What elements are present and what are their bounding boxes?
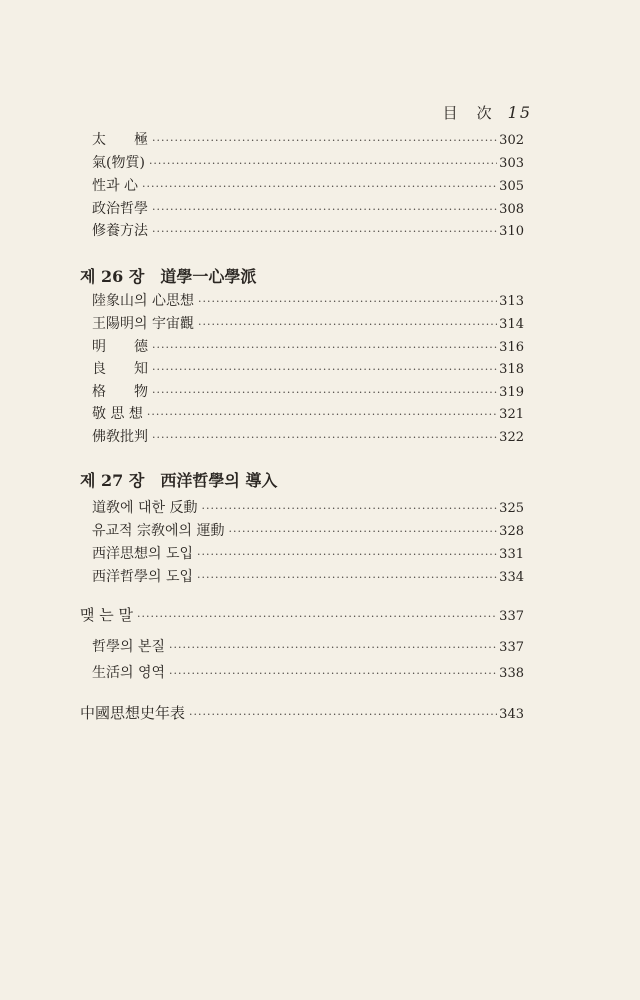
toc-entry[interactable]: [92, 315, 524, 334]
leader-dots: [142, 178, 497, 196]
toc-entry-title: 佛敎批判: [92, 429, 148, 445]
chapter-number: 제 27 장: [80, 471, 145, 490]
toc-entry-page: 314: [499, 317, 524, 332]
chapter-title: 西洋哲學의 導入: [160, 471, 278, 490]
toc-entry-page: 308: [499, 202, 524, 217]
toc-entry-page: 318: [499, 362, 524, 377]
toc-entry[interactable]: [92, 568, 524, 587]
toc-entry-page: 322: [499, 430, 524, 445]
toc-entry[interactable]: [92, 292, 524, 311]
leader-dots: [229, 523, 498, 541]
leader-dots: [197, 546, 497, 564]
leader-dots: [147, 406, 497, 424]
leader-dots: [198, 293, 497, 311]
toc-entry-page: 337: [499, 640, 524, 655]
toc-entry-page: 310: [499, 224, 524, 239]
toc-entry-title: 哲學의 본질: [92, 639, 166, 655]
leader-dots: [201, 500, 497, 518]
toc-entry-title: 氣(物質): [92, 155, 145, 171]
toc-entry-title: 맺 는 말: [80, 606, 134, 624]
toc-entry[interactable]: [92, 428, 524, 447]
leader-dots: [137, 608, 497, 626]
toc-entry-title: 유교적 宗敎에의 運動: [92, 523, 225, 539]
leader-dots: [152, 339, 497, 357]
leader-dots: [169, 665, 497, 683]
chapter-heading[interactable]: [80, 468, 277, 491]
toc-entry[interactable]: [92, 405, 524, 424]
leader-dots: [152, 201, 497, 219]
toc-entry-page: 313: [499, 294, 524, 309]
toc-entry-chronology[interactable]: [80, 704, 524, 724]
toc-entry-title: 修養方法: [92, 223, 148, 239]
toc-entry-title: 性과 心: [92, 178, 138, 194]
leader-dots: [149, 155, 497, 173]
leader-dots: [169, 639, 497, 657]
toc-entry-title: 太 極: [92, 132, 148, 148]
toc-entry[interactable]: [92, 383, 524, 402]
toc-entry-title: 格 物: [92, 384, 148, 400]
toc-entry[interactable]: [92, 154, 524, 173]
toc-entry-title: 中國思想史年表: [80, 704, 186, 722]
toc-entry-title: 陸象山의 心思想: [92, 293, 194, 309]
toc-entry[interactable]: [92, 360, 524, 379]
chapter-title: 道學一心學派: [160, 267, 257, 286]
leader-dots: [189, 706, 497, 724]
toc-entry[interactable]: [92, 638, 524, 657]
toc-entry-title: 道敎에 대한 反動: [92, 500, 198, 516]
leader-dots: [152, 223, 497, 241]
toc-entry[interactable]: [92, 222, 524, 241]
leader-dots: [152, 429, 497, 447]
toc-entry-page: 331: [499, 547, 524, 562]
toc-entry-page: 321: [499, 407, 524, 422]
toc-entry-title: 王陽明의 宇宙觀: [92, 316, 194, 332]
running-head-label: 目 次: [442, 104, 494, 122]
toc-entry[interactable]: [92, 664, 524, 683]
toc-entry[interactable]: [92, 177, 524, 196]
toc-entry[interactable]: [92, 338, 524, 357]
toc-entry-title: 西洋思想의 도입: [92, 546, 194, 562]
toc-entry-page: 328: [499, 524, 524, 539]
toc-entry-title: 生活의 영역: [92, 665, 166, 681]
toc-entry-page: 337: [499, 609, 524, 624]
toc-entry-page: 319: [499, 385, 524, 400]
toc-entry-conclusion[interactable]: [80, 606, 524, 626]
toc-entry-page: 325: [499, 501, 524, 516]
leader-dots: [198, 316, 497, 334]
toc-entry-page: 305: [499, 179, 524, 194]
toc-entry-title: 西洋哲學의 도입: [92, 569, 194, 585]
toc-entry-page: 302: [499, 133, 524, 148]
toc-entry[interactable]: [92, 499, 524, 518]
toc-entry[interactable]: [92, 200, 524, 219]
leader-dots: [152, 132, 497, 150]
toc-entry-page: 316: [499, 340, 524, 355]
leader-dots: [152, 361, 497, 379]
page-number: 15: [507, 103, 532, 122]
toc-entry-title: 敬 思 想: [92, 406, 143, 422]
toc-entry-page: 343: [499, 707, 524, 722]
running-head: [443, 102, 532, 123]
leader-dots: [197, 569, 497, 587]
toc-entry-page: 303: [499, 156, 524, 171]
toc-entry-page: 338: [499, 666, 524, 681]
leader-dots: [152, 384, 497, 402]
toc-entry-page: 334: [499, 570, 524, 585]
chapter-number: 제 26 장: [80, 267, 145, 286]
toc-entry[interactable]: [92, 522, 524, 541]
toc-entry[interactable]: [92, 131, 524, 150]
toc-entry-title: 政治哲學: [92, 201, 148, 217]
toc-entry-title: 明 德: [92, 339, 148, 355]
toc-entry[interactable]: [92, 545, 524, 564]
chapter-heading[interactable]: [80, 264, 256, 287]
toc-entry-title: 良 知: [92, 361, 148, 377]
